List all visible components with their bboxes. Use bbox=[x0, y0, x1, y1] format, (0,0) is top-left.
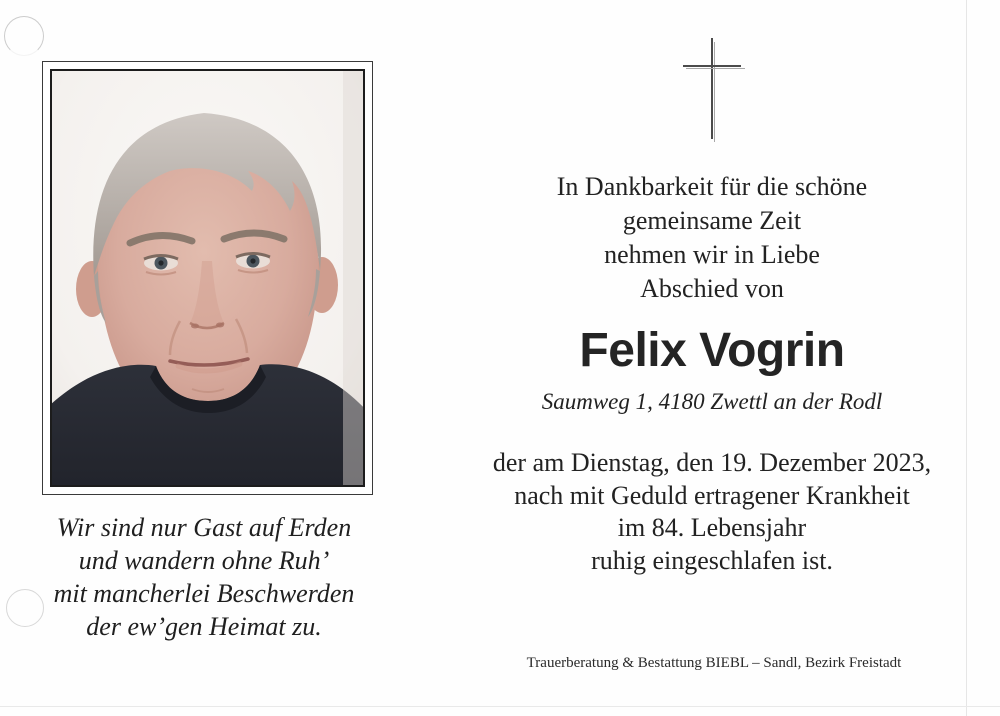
deceased-address: Saumweg 1, 4180 Zwettl an der Rodl bbox=[541, 389, 883, 414]
cross-icon bbox=[683, 38, 745, 142]
details-line: der am Dienstag, den 19. Dezember 2023, bbox=[492, 448, 932, 477]
details-line: ruhig eingeschlafen ist. bbox=[591, 545, 833, 575]
cross-horizontal-shadow bbox=[686, 68, 745, 69]
details-line: nach mit Geduld ertragener Krankheit bbox=[514, 480, 910, 510]
poem-line: mit mancherlei Beschwerden bbox=[53, 579, 355, 608]
cross-vertical-line bbox=[711, 38, 713, 139]
memorial-poem bbox=[29, 511, 379, 643]
funeral-home-credit: Trauerberatung & Bestattung BIEBL – Sandl, Bezirk Freistadt bbox=[526, 655, 902, 671]
poem-line: der ew’gen Heimat zu. bbox=[86, 612, 322, 641]
intro-line: nehmen wir in Liebe bbox=[604, 240, 820, 269]
details-line: im 84. Lebensjahr bbox=[617, 513, 807, 542]
cross-vertical-shadow bbox=[714, 42, 715, 142]
intro-text bbox=[462, 170, 962, 306]
card-bottom-edge bbox=[0, 706, 1000, 707]
poem-line: Wir sind nur Gast auf Erden bbox=[56, 513, 352, 542]
deceased-name: Felix Vogrin bbox=[579, 324, 845, 377]
card-right-edge bbox=[966, 0, 967, 716]
death-details bbox=[462, 447, 962, 577]
intro-line: Abschied von bbox=[640, 274, 784, 303]
punch-hole-top bbox=[4, 16, 44, 56]
poem-line: und wandern ohne Ruh’ bbox=[78, 546, 330, 575]
portrait-illustration bbox=[52, 71, 363, 485]
photo-frame bbox=[42, 61, 373, 495]
intro-line: In Dankbarkeit für die schöne bbox=[556, 172, 868, 201]
intro-line: gemeinsame Zeit bbox=[622, 206, 802, 235]
cross-horizontal-line bbox=[683, 65, 741, 67]
portrait-photo bbox=[50, 69, 365, 487]
